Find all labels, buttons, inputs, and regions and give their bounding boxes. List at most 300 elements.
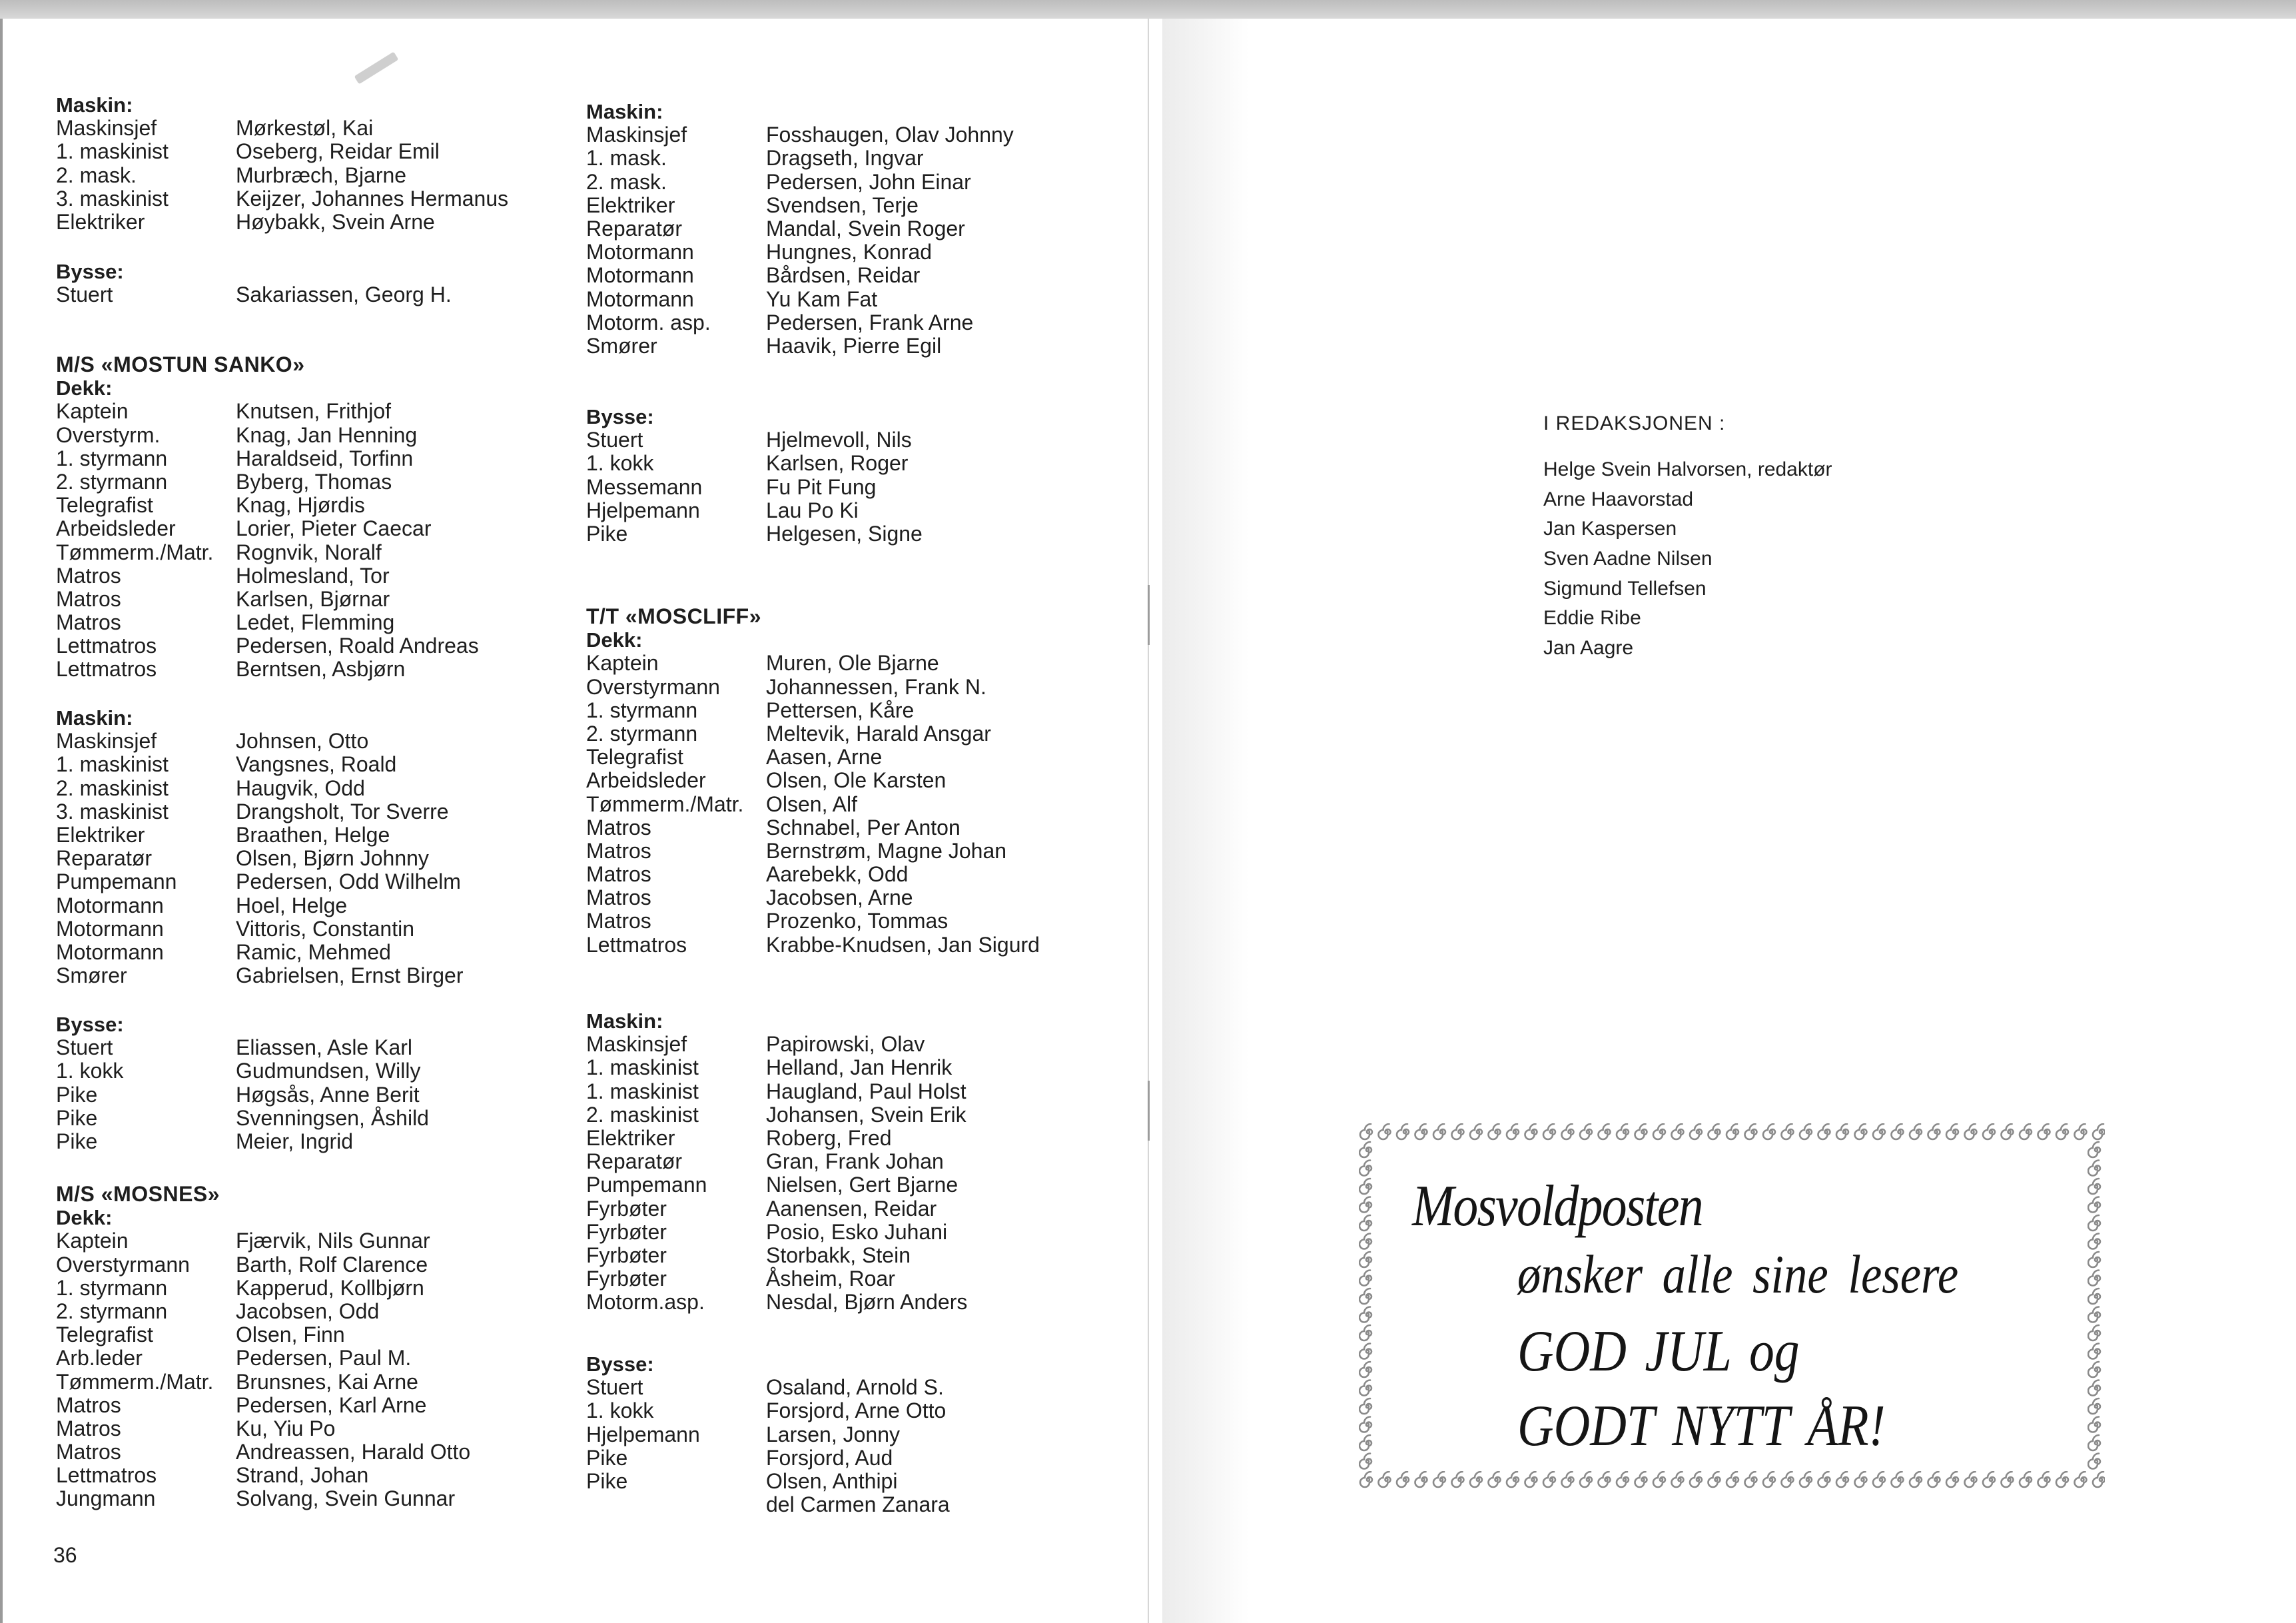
crew-role: Motormann [586, 263, 694, 288]
crew-role: Motorm.asp. [586, 1290, 705, 1315]
crew-role: Matros [586, 815, 651, 839]
crew-row [586, 521, 923, 546]
crew-name: Pedersen, Karl Arne [236, 1392, 427, 1417]
crew-name: Braathen, Helge [236, 822, 390, 847]
crew-row [586, 1102, 966, 1127]
crew-row [56, 1323, 345, 1347]
crew-role: Reparatør [586, 1149, 683, 1174]
crew-row [586, 815, 960, 839]
spiral-border-bottom-icon [1359, 1471, 2105, 1488]
crew-row [56, 540, 382, 564]
crew-name: Aasen, Arne [766, 745, 883, 770]
crew-name: Berntsen, Asbjørn [236, 657, 406, 682]
crew-role: Pike [586, 1468, 628, 1493]
crew-row [56, 610, 395, 635]
crew-row [56, 116, 374, 141]
crew-role: Hjelpemann [586, 498, 700, 522]
crew-row [56, 1105, 429, 1130]
crew-name: Knutsen, Frithjof [236, 399, 391, 424]
crew-role: 1. kokk [56, 1059, 124, 1083]
crew-role: Lettmatros [56, 1463, 157, 1488]
spiral-border-right-icon [2088, 1141, 2105, 1471]
editorial-member: Sigmund Tellefsen [1543, 577, 1707, 600]
crew-row [586, 885, 913, 910]
crew-name: Karlsen, Roger [766, 451, 909, 476]
crew-row [56, 186, 509, 211]
crew-role: Elektriker [586, 193, 675, 217]
crew-name: Kapperud, Kollbjørn [236, 1275, 424, 1300]
crew-row [56, 563, 390, 588]
crew-name: Roberg, Fred [766, 1125, 892, 1150]
crew-name: Schnabel, Per Anton [766, 815, 960, 839]
crew-row [56, 516, 432, 541]
crew-name: Jacobsen, Odd [236, 1299, 380, 1323]
spiral-border-top-icon [1359, 1123, 2105, 1141]
crew-row [56, 893, 348, 917]
crew-role: Motormann [56, 939, 164, 964]
crew-role: Hjelpemann [586, 1422, 700, 1446]
crew-name: Helgesen, Signe [766, 521, 923, 546]
crew-name: Pedersen, Roald Andreas [236, 634, 479, 658]
scanner-top-band [0, 0, 2296, 19]
crew-row [586, 1290, 968, 1315]
crew-name: Eliassen, Asle Karl [236, 1035, 413, 1060]
crew-row [586, 1422, 901, 1446]
crew-role: Stuert [56, 1035, 113, 1060]
department-heading: Maskin: [586, 1009, 663, 1033]
crew-name: Gudmundsen, Willy [236, 1059, 421, 1083]
crew-name: Gabrielsen, Ernst Birger [236, 963, 464, 988]
crew-role: 2. mask. [586, 169, 667, 194]
crew-role: Pike [586, 1445, 628, 1470]
crew-role: Pumpemann [586, 1173, 707, 1197]
crew-row [586, 909, 949, 933]
greeting-line: GOD JUL og [1517, 1319, 1800, 1384]
crew-name: Olsen, Anthipi [766, 1468, 898, 1493]
crew-row [586, 146, 924, 171]
crew-name: Pettersen, Kåre [766, 698, 915, 722]
crew-name: Pedersen, Odd Wilhelm [236, 869, 461, 894]
crew-role: Kaptein [56, 1229, 129, 1253]
crew-row [56, 1299, 380, 1323]
crew-role: 2. mask. [56, 163, 137, 187]
crew-row [56, 1369, 418, 1394]
crew-row [56, 729, 369, 754]
crew-name: Andreassen, Harald Otto [236, 1440, 471, 1464]
editorial-staff [1543, 408, 1832, 664]
crew-name: Olsen, Ole Karsten [766, 768, 947, 793]
crew-role: 2. styrmann [56, 469, 168, 494]
crew-row [586, 768, 947, 793]
crew-name: Johnsen, Otto [236, 729, 369, 754]
crew-row [56, 1229, 430, 1253]
crew-role: Pike [56, 1082, 98, 1107]
crew-name: Olsen, Finn [236, 1323, 345, 1347]
crew-row [586, 1445, 893, 1470]
crew-name: Prozenko, Tommas [766, 909, 949, 933]
crew-row [586, 838, 1007, 863]
crew-row [586, 1196, 937, 1221]
crew-row [586, 240, 933, 265]
editorial-member: Eddie Ribe [1543, 607, 1641, 630]
crew-section [586, 100, 1014, 358]
crew-name: Holmesland, Tor [236, 563, 390, 588]
crew-name: Hoel, Helge [236, 893, 348, 917]
crew-name: Lorier, Pieter Caecar [236, 516, 432, 541]
crew-row [56, 634, 479, 658]
crew-name: Haavik, Pierre Egil [766, 333, 942, 358]
crew-row [586, 721, 991, 746]
staple-mark [1148, 1081, 1150, 1141]
crew-role: Smører [56, 963, 127, 988]
crew-role: Matros [56, 1440, 121, 1464]
crew-row [586, 1055, 953, 1080]
crew-role: Tømmerm./Matr. [56, 1369, 214, 1394]
crew-row [586, 1375, 944, 1400]
crew-row [56, 163, 407, 187]
crew-row [56, 963, 464, 988]
crew-row [56, 799, 449, 823]
crew-role: 3. maskinist [56, 799, 169, 823]
editorial-title: I REDAKSJONEN : [1543, 412, 1726, 434]
crew-row [56, 1440, 471, 1464]
crew-row [586, 674, 986, 699]
crew-name: Papirowski, Olav [766, 1032, 925, 1057]
department-heading: Bysse: [586, 405, 654, 428]
ship-name: M/S «MOSTUN SANKO» [56, 352, 305, 376]
crew-name: Fosshaugen, Olav Johnny [766, 123, 1014, 147]
crew-role: 3. maskinist [56, 186, 169, 211]
crew-role: Pumpemann [56, 869, 177, 894]
crew-row [56, 1082, 420, 1107]
crew-row [586, 1243, 911, 1267]
crew-role: Matros [56, 1416, 121, 1440]
crew-role: Fyrbøter [586, 1219, 667, 1244]
crew-row [586, 651, 939, 676]
crew-role: Maskinsjef [586, 1032, 687, 1057]
crew-row [56, 586, 390, 611]
crew-row [586, 193, 919, 217]
crew-role: Lettmatros [586, 932, 687, 957]
crew-row [586, 1219, 948, 1244]
crew-name: Meltevik, Harald Ansgar [766, 721, 991, 746]
crew-name: Posio, Esko Juhani [766, 1219, 948, 1244]
crew-name: Mandal, Svein Roger [766, 216, 965, 241]
crew-role: Maskinsjef [586, 123, 687, 147]
crew-name: Solvang, Svein Gunnar [236, 1486, 456, 1511]
book-gutter-shadow [1162, 19, 1249, 1623]
crew-name: Knag, Jan Henning [236, 422, 418, 447]
greeting-line: ønsker alle sine lesere [1517, 1244, 1959, 1305]
department-heading: Bysse: [56, 260, 124, 283]
crew-name: Svenningsen, Åshild [236, 1105, 429, 1130]
crew-section [56, 1013, 429, 1153]
crew-name: Haraldseid, Torfinn [236, 446, 414, 470]
crew-name: Krabbe-Knudsen, Jan Sigurd [766, 932, 1040, 957]
crew-name: Ku, Yiu Po [236, 1416, 336, 1440]
crew-name: Jacobsen, Arne [766, 885, 913, 910]
crew-row [586, 1492, 950, 1517]
crew-role: Motormann [56, 893, 164, 917]
crew-section [56, 93, 509, 234]
crew-row [586, 474, 877, 499]
crew-role: 1. maskinist [56, 752, 169, 777]
crew-row [56, 1035, 413, 1060]
crew-name: Aanensen, Reidar [766, 1196, 937, 1221]
department-heading: Maskin: [56, 93, 133, 117]
crew-name: Barth, Rolf Clarence [236, 1252, 428, 1277]
crew-name: Murbræch, Bjarne [236, 163, 407, 187]
editorial-member: Sven Aadne Nilsen [1543, 548, 1713, 570]
crew-role: Tømmerm./Matr. [586, 792, 744, 816]
crew-row [56, 752, 397, 777]
crew-role: Messemann [586, 474, 703, 499]
crew-row [56, 399, 391, 424]
crew-row [56, 1416, 336, 1440]
crew-section [56, 260, 452, 307]
crew-role: 2. styrmann [586, 721, 698, 746]
crew-row [586, 1079, 966, 1103]
crew-role: Elektriker [586, 1125, 675, 1150]
crew-role: 1. maskinist [586, 1055, 699, 1080]
crew-name: Oseberg, Reidar Emil [236, 139, 440, 164]
crew-role: Arbeidsleder [586, 768, 706, 793]
crew-row [586, 698, 915, 722]
crew-name: Nesdal, Bjørn Anders [766, 1290, 968, 1315]
crew-section [586, 1352, 950, 1517]
crew-row [586, 263, 921, 288]
crew-row [56, 493, 365, 518]
crew-name: Pedersen, Frank Arne [766, 310, 974, 334]
crew-name: Johannessen, Frank N. [766, 674, 986, 699]
crew-role: 1. mask. [586, 146, 667, 171]
christmas-greeting-box [1359, 1123, 2105, 1488]
crew-name: Åsheim, Roar [766, 1267, 895, 1291]
crew-row [56, 1463, 369, 1488]
crew-role: Telegrafist [56, 1323, 153, 1347]
crew-row [56, 469, 392, 494]
crew-row [56, 822, 390, 847]
crew-name: Bårdsen, Reidar [766, 263, 921, 288]
crew-row [56, 209, 435, 234]
crew-name: Haugland, Paul Holst [766, 1079, 966, 1103]
crew-row [56, 1392, 427, 1417]
crew-name: Rognvik, Noralf [236, 540, 382, 564]
crew-name: Strand, Johan [236, 1463, 369, 1488]
crew-role: Matros [56, 610, 121, 635]
crew-role: Matros [586, 838, 651, 863]
crew-name: Keijzer, Johannes Hermanus [236, 186, 509, 211]
crew-name: Mørkestøl, Kai [236, 116, 374, 141]
crew-row [586, 169, 971, 194]
crew-role: Stuert [56, 282, 113, 307]
crew-role: Fyrbøter [586, 1243, 667, 1267]
crew-row [586, 745, 883, 770]
crew-role: Maskinsjef [56, 729, 157, 754]
crew-row [56, 916, 414, 941]
crew-role: 1. maskinist [56, 139, 169, 164]
crew-name: Forsjord, Aud [766, 1445, 893, 1470]
crew-row [56, 422, 418, 447]
crew-name: Vittoris, Constantin [236, 916, 414, 941]
crew-name: Dragseth, Ingvar [766, 146, 924, 171]
crew-name: Byberg, Thomas [236, 469, 392, 494]
crew-name: del Carmen Zanara [766, 1492, 950, 1517]
crew-name: Osaland, Arnold S. [766, 1375, 944, 1400]
crew-name: Larsen, Jonny [766, 1422, 901, 1446]
page-left-edge [0, 19, 3, 1623]
crew-name: Muren, Ole Bjarne [766, 651, 939, 676]
crew-row [586, 286, 878, 311]
crew-row [56, 1275, 424, 1300]
crew-name: Hjelmevoll, Nils [766, 428, 912, 452]
crew-row [586, 862, 909, 887]
crew-role: Smører [586, 333, 657, 358]
ship-name: M/S «MOSNES» [56, 1182, 220, 1206]
crew-row [56, 139, 440, 164]
department-heading: Maskin: [586, 100, 663, 123]
crew-row [586, 310, 974, 334]
crew-row [586, 451, 909, 476]
crew-role: Matros [56, 563, 121, 588]
crew-row [56, 446, 414, 470]
crew-row [56, 869, 461, 894]
crew-row [56, 1252, 428, 1277]
crew-row [586, 1149, 944, 1174]
crew-row [586, 1173, 958, 1197]
crew-row [586, 1125, 892, 1150]
greeting-line: GODT NYTT ÅR! [1517, 1394, 1886, 1458]
department-heading: Dekk: [586, 628, 643, 652]
crew-name: Hungnes, Konrad [766, 240, 933, 265]
crew-role: Kaptein [56, 399, 129, 424]
crew-role: Overstyrmann [56, 1252, 190, 1277]
crew-role: Matros [56, 1392, 121, 1417]
editorial-member: Helge Svein Halvorsen, redaktør [1543, 458, 1832, 480]
crew-name: Storbakk, Stein [766, 1243, 911, 1267]
crew-role: Pike [56, 1105, 98, 1130]
crew-role: 1. styrmann [586, 698, 698, 722]
crew-name: Høgsås, Anne Berit [236, 1082, 420, 1107]
crew-row [56, 1346, 412, 1370]
crew-role: Matros [586, 909, 651, 933]
crew-name: Yu Kam Fat [766, 286, 878, 311]
crew-row [56, 939, 391, 964]
crew-row [586, 123, 1014, 147]
crew-row [56, 776, 365, 800]
crew-role: Telegrafist [56, 493, 153, 518]
crew-role: Telegrafist [586, 745, 683, 770]
crew-row [586, 1468, 898, 1493]
crew-role: Motormann [586, 240, 694, 265]
crew-row [586, 792, 857, 816]
crew-role: Motormann [586, 286, 694, 311]
crew-name: Fu Pit Fung [766, 474, 877, 499]
crew-role: Motormann [56, 916, 164, 941]
crew-name: Meier, Ingrid [236, 1129, 354, 1153]
crew-role: Pike [56, 1129, 98, 1153]
crew-name: Lau Po Ki [766, 498, 859, 522]
crew-role: Maskinsjef [56, 116, 157, 141]
crew-row [56, 1129, 354, 1153]
crew-name: Aarebekk, Odd [766, 862, 909, 887]
crew-name: Nielsen, Gert Bjarne [766, 1173, 958, 1197]
crew-role: Pike [586, 521, 628, 546]
crew-role: Matros [56, 586, 121, 611]
crew-name: Ledet, Flemming [236, 610, 395, 635]
editorial-member: Jan Aagre [1543, 637, 1634, 660]
crew-role: Jungmann [56, 1486, 156, 1511]
crew-row [586, 428, 912, 452]
crew-role: 2. styrmann [56, 1299, 168, 1323]
crew-section [586, 405, 923, 546]
crew-name: Pedersen, John Einar [766, 169, 971, 194]
department-heading: Bysse: [586, 1352, 654, 1376]
crew-name: Helland, Jan Henrik [766, 1055, 953, 1080]
crew-row [586, 1032, 925, 1057]
crew-role: Lettmatros [56, 634, 157, 658]
crew-row [56, 282, 452, 307]
crew-role: 1. styrmann [56, 1275, 168, 1300]
crew-role: Fyrbøter [586, 1267, 667, 1291]
crew-name: Pedersen, Paul M. [236, 1346, 412, 1370]
crew-role: Matros [586, 862, 651, 887]
crew-name: Fjærvik, Nils Gunnar [236, 1229, 430, 1253]
crew-row [56, 846, 429, 871]
crew-row [586, 216, 965, 241]
crew-name: Drangsholt, Tor Sverre [236, 799, 449, 823]
crew-section [56, 706, 464, 988]
crew-section [586, 604, 1040, 957]
crew-role: Lettmatros [56, 657, 157, 682]
editorial-member: Arne Haavorstad [1543, 488, 1694, 510]
crew-role: Reparatør [586, 216, 683, 241]
crew-role: 2. maskinist [586, 1102, 699, 1127]
crew-name: Karlsen, Bjørnar [236, 586, 390, 611]
crew-name: Johansen, Svein Erik [766, 1102, 966, 1127]
crew-name: Bernstrøm, Magne Johan [766, 838, 1007, 863]
ship-name: T/T «MOSCLIFF» [586, 604, 761, 628]
crew-role: Overstyrmann [586, 674, 720, 699]
crew-role: Reparatør [56, 846, 153, 871]
crew-role: 1. maskinist [586, 1079, 699, 1103]
crew-section [586, 1009, 968, 1315]
department-heading: Bysse: [56, 1013, 124, 1036]
crew-name: Brunsnes, Kai Arne [236, 1369, 418, 1394]
crew-role: 1. kokk [586, 451, 654, 476]
crew-role: Elektriker [56, 822, 145, 847]
crew-section [56, 352, 479, 682]
crew-role: Fyrbøter [586, 1196, 667, 1221]
crew-role: Matros [586, 885, 651, 910]
crew-row [586, 333, 942, 358]
crew-role: Stuert [586, 1375, 643, 1400]
greeting-publication-name: Mosvoldposten [1412, 1174, 1703, 1239]
crew-role: Overstyrm. [56, 422, 161, 447]
crew-name: Vangsnes, Roald [236, 752, 397, 777]
crew-role: Kaptein [586, 651, 659, 676]
crew-row [56, 1059, 421, 1083]
crew-role: Stuert [586, 428, 643, 452]
crew-row [586, 1267, 895, 1291]
crew-name: Sakariassen, Georg H. [236, 282, 452, 307]
crew-row [586, 1398, 947, 1423]
department-heading: Maskin: [56, 706, 133, 730]
crew-role: Arbeidsleder [56, 516, 176, 541]
crew-name: Forsjord, Arne Otto [766, 1398, 947, 1423]
center-fold-line [1148, 19, 1149, 1623]
page-number: 36 [53, 1543, 77, 1567]
